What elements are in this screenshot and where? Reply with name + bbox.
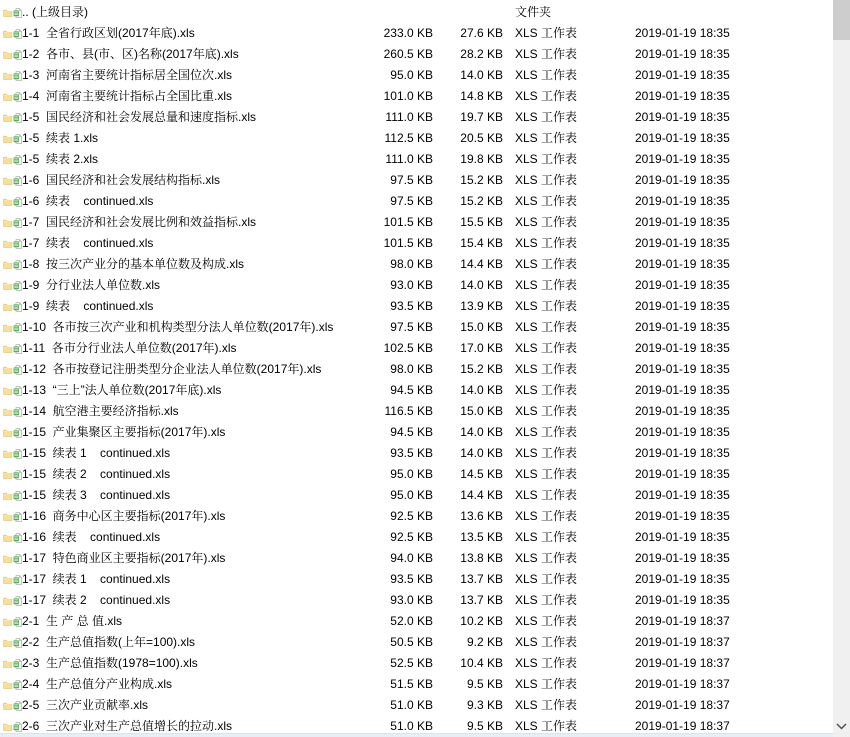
folder-icon bbox=[3, 509, 13, 525]
file-date: 2019-01-19 18:35 bbox=[635, 173, 730, 187]
file-packed-size: 19.7 KB bbox=[460, 110, 503, 124]
file-packed-size: 13.6 KB bbox=[460, 509, 503, 523]
folder-icon bbox=[3, 656, 13, 672]
file-type: XLS 工作表 bbox=[515, 26, 578, 40]
file-type: XLS 工作表 bbox=[515, 383, 578, 397]
file-name: 1-17 续表 1 continued.xls bbox=[22, 572, 171, 586]
file-packed-size: 14.8 KB bbox=[460, 89, 503, 103]
file-date: 2019-01-19 18:35 bbox=[635, 425, 730, 439]
folder-icon bbox=[3, 110, 13, 126]
file-type: XLS 工作表 bbox=[515, 509, 578, 523]
xls-file-icon bbox=[13, 89, 23, 105]
file-name: 1-17 续表 2 continued.xls bbox=[22, 593, 171, 607]
folder-icon bbox=[3, 677, 13, 693]
file-name: 1-16 续表 continued.xls bbox=[22, 530, 161, 544]
file-type: XLS 工作表 bbox=[515, 194, 578, 208]
xls-file-icon bbox=[13, 110, 23, 126]
xls-file-icon bbox=[13, 299, 23, 315]
folder-icon bbox=[3, 341, 13, 357]
folder-icon bbox=[3, 614, 13, 630]
file-packed-size: 14.0 KB bbox=[460, 68, 503, 82]
file-name: 2-2 生产总值指数(上年=100).xls bbox=[22, 635, 196, 649]
file-size: 51.0 KB bbox=[390, 719, 433, 733]
file-date: 2019-01-19 18:35 bbox=[635, 488, 730, 502]
file-size: 102.5 KB bbox=[383, 341, 433, 355]
file-size: 101.5 KB bbox=[383, 236, 433, 250]
file-row[interactable] bbox=[0, 569, 833, 590]
file-date: 2019-01-19 18:35 bbox=[635, 131, 730, 145]
file-type: XLS 工作表 bbox=[515, 572, 578, 586]
file-name: 2-1 生 产 总 值.xls bbox=[22, 614, 123, 628]
xls-file-icon bbox=[13, 47, 23, 63]
file-row[interactable] bbox=[0, 317, 833, 338]
file-packed-size: 13.7 KB bbox=[460, 572, 503, 586]
file-packed-size: 19.8 KB bbox=[460, 152, 503, 166]
file-name: 2-6 三次产业对生产总值增长的拉动.xls bbox=[22, 719, 233, 733]
xls-file-icon bbox=[13, 446, 23, 462]
xls-file-icon bbox=[13, 509, 23, 525]
xls-file-icon bbox=[13, 383, 23, 399]
file-type: XLS 工作表 bbox=[515, 131, 578, 145]
file-row[interactable] bbox=[0, 107, 833, 128]
file-type: XLS 工作表 bbox=[515, 152, 578, 166]
file-date: 2019-01-19 18:35 bbox=[635, 509, 730, 523]
file-type: XLS 工作表 bbox=[515, 677, 578, 691]
file-name: 1-7 续表 continued.xls bbox=[22, 236, 154, 250]
file-size: 51.5 KB bbox=[390, 677, 433, 691]
xls-file-icon bbox=[13, 194, 23, 210]
xls-file-icon bbox=[13, 341, 23, 357]
file-packed-size: 15.2 KB bbox=[460, 194, 503, 208]
file-size: 260.5 KB bbox=[383, 47, 433, 61]
file-size: 95.0 KB bbox=[390, 467, 433, 481]
file-size: 97.5 KB bbox=[390, 194, 433, 208]
file-type: XLS 工作表 bbox=[515, 278, 578, 292]
file-size: 94.5 KB bbox=[390, 383, 433, 397]
folder-icon bbox=[3, 299, 13, 315]
file-packed-size: 15.4 KB bbox=[460, 236, 503, 250]
file-date: 2019-01-19 18:37 bbox=[635, 719, 730, 733]
file-packed-size: 17.0 KB bbox=[460, 341, 503, 355]
file-type: XLS 工作表 bbox=[515, 698, 578, 712]
file-type: XLS 工作表 bbox=[515, 467, 578, 481]
file-list bbox=[0, 2, 833, 737]
file-size: 52.5 KB bbox=[390, 656, 433, 670]
file-date: 2019-01-19 18:37 bbox=[635, 677, 730, 691]
file-name: 1-2 各市、县(市、区)名称(2017年底).xls bbox=[22, 47, 239, 61]
file-packed-size: 14.0 KB bbox=[460, 425, 503, 439]
folder-icon bbox=[3, 383, 13, 399]
file-packed-size: 14.0 KB bbox=[460, 278, 503, 292]
file-row[interactable] bbox=[0, 65, 833, 86]
file-type: XLS 工作表 bbox=[515, 299, 578, 313]
folder-icon bbox=[3, 698, 13, 714]
file-name: 1-17 特色商业区主要指标(2017年).xls bbox=[22, 551, 226, 565]
folder-icon bbox=[3, 320, 13, 336]
file-size: 98.0 KB bbox=[390, 257, 433, 271]
file-packed-size: 9.5 KB bbox=[466, 719, 503, 733]
folder-icon bbox=[3, 404, 13, 420]
file-size: 233.0 KB bbox=[383, 26, 433, 40]
file-size: 116.5 KB bbox=[384, 404, 433, 418]
file-date: 2019-01-19 18:35 bbox=[635, 341, 730, 355]
file-name: 1-14 航空港主要经济指标.xls bbox=[22, 404, 179, 418]
xls-file-icon bbox=[13, 68, 23, 84]
file-name: 1-15 续表 3 continued.xls bbox=[22, 488, 171, 502]
file-row[interactable] bbox=[0, 611, 833, 632]
file-size: 95.0 KB bbox=[390, 68, 433, 82]
file-name: 1-9 分行业法人单位数.xls bbox=[22, 278, 161, 292]
file-type: XLS 工作表 bbox=[515, 530, 578, 544]
file-type: XLS 工作表 bbox=[515, 551, 578, 565]
file-row[interactable] bbox=[0, 422, 833, 443]
file-date: 2019-01-19 18:35 bbox=[635, 572, 730, 586]
file-size: 94.0 KB bbox=[390, 551, 433, 565]
xls-file-icon bbox=[13, 215, 23, 231]
xls-file-icon bbox=[13, 404, 23, 420]
file-name: 2-4 生产总值分产业构成.xls bbox=[22, 677, 173, 691]
file-name: 2-5 三次产业贡献率.xls bbox=[22, 698, 149, 712]
xls-file-icon bbox=[13, 362, 23, 378]
file-type: XLS 工作表 bbox=[515, 446, 578, 460]
xls-file-icon bbox=[13, 656, 23, 672]
xls-file-icon bbox=[13, 425, 23, 441]
folder-icon bbox=[3, 215, 13, 231]
file-date: 2019-01-19 18:37 bbox=[635, 656, 730, 670]
file-name: .. (上级目录) bbox=[22, 5, 88, 19]
file-packed-size: 14.4 KB bbox=[460, 488, 503, 502]
file-name: 1-8 按三次产业分的基本单位数及构成.xls bbox=[22, 257, 245, 271]
parent-directory-row[interactable] bbox=[0, 2, 833, 23]
file-name: 1-3 河南省主要统计指标居全国位次.xls bbox=[22, 68, 233, 82]
file-date: 2019-01-19 18:35 bbox=[635, 68, 730, 82]
folder-icon bbox=[3, 236, 13, 252]
file-row[interactable] bbox=[0, 296, 833, 317]
file-date: 2019-01-19 18:35 bbox=[635, 47, 730, 61]
file-row[interactable] bbox=[0, 44, 833, 65]
file-name: 1-5 续表 2.xls bbox=[22, 152, 99, 166]
file-date: 2019-01-19 18:35 bbox=[635, 551, 730, 565]
file-name: 1-10 各市按三次产业和机构类型分法人单位数(2017年).xls bbox=[22, 320, 334, 334]
file-packed-size: 10.4 KB bbox=[460, 656, 503, 670]
file-row[interactable] bbox=[0, 548, 833, 569]
file-date: 2019-01-19 18:35 bbox=[635, 404, 730, 418]
file-packed-size: 13.7 KB bbox=[460, 593, 503, 607]
file-type: XLS 工作表 bbox=[515, 593, 578, 607]
file-type: XLS 工作表 bbox=[515, 173, 578, 187]
file-type: XLS 工作表 bbox=[515, 635, 578, 649]
file-type: XLS 工作表 bbox=[515, 488, 578, 502]
file-packed-size: 9.5 KB bbox=[466, 677, 503, 691]
folder-icon bbox=[3, 5, 13, 21]
file-size: 101.0 KB bbox=[383, 89, 433, 103]
folder-icon bbox=[3, 362, 13, 378]
folder-icon bbox=[3, 488, 13, 504]
file-packed-size: 14.0 KB bbox=[460, 383, 503, 397]
file-size: 93.5 KB bbox=[390, 446, 433, 460]
file-packed-size: 9.2 KB bbox=[466, 635, 503, 649]
scrollbar-thumb[interactable] bbox=[833, 0, 850, 40]
file-size: 94.5 KB bbox=[390, 425, 433, 439]
file-name: 2-3 生产总值指数(1978=100).xls bbox=[22, 656, 198, 670]
file-date: 2019-01-19 18:35 bbox=[635, 194, 730, 208]
file-type: XLS 工作表 bbox=[515, 656, 578, 670]
folder-icon bbox=[3, 635, 13, 651]
file-row[interactable] bbox=[0, 191, 833, 212]
file-type: XLS 工作表 bbox=[515, 110, 578, 124]
file-size: 50.5 KB bbox=[390, 635, 433, 649]
folder-icon bbox=[3, 572, 13, 588]
file-date: 2019-01-19 18:35 bbox=[635, 383, 730, 397]
file-size: 97.5 KB bbox=[390, 173, 433, 187]
scroll-down-button[interactable] bbox=[833, 718, 850, 735]
file-name: 1-6 续表 continued.xls bbox=[22, 194, 154, 208]
xls-file-icon bbox=[13, 572, 23, 588]
file-type: XLS 工作表 bbox=[515, 362, 578, 376]
file-date: 2019-01-19 18:35 bbox=[635, 89, 730, 103]
file-row[interactable] bbox=[0, 485, 833, 506]
xls-file-icon bbox=[13, 152, 23, 168]
folder-icon bbox=[3, 467, 13, 483]
xls-file-icon bbox=[13, 257, 23, 273]
file-size: 97.5 KB bbox=[390, 320, 433, 334]
file-row[interactable] bbox=[0, 695, 833, 716]
file-name: 1-6 国民经济和社会发展结构指标.xls bbox=[22, 173, 221, 187]
file-row[interactable] bbox=[0, 254, 833, 275]
file-date: 2019-01-19 18:35 bbox=[635, 26, 730, 40]
file-date: 2019-01-19 18:35 bbox=[635, 152, 730, 166]
file-type: XLS 工作表 bbox=[515, 257, 578, 271]
file-packed-size: 15.2 KB bbox=[460, 173, 503, 187]
file-date: 2019-01-19 18:35 bbox=[635, 299, 730, 313]
xls-file-icon bbox=[13, 26, 23, 42]
file-size: 95.0 KB bbox=[390, 488, 433, 502]
file-date: 2019-01-19 18:35 bbox=[635, 446, 730, 460]
file-name: 1-13 “三上”法人单位数(2017年底).xls bbox=[22, 383, 222, 397]
file-date: 2019-01-19 18:35 bbox=[635, 257, 730, 271]
file-size: 52.0 KB bbox=[390, 614, 433, 628]
file-packed-size: 20.5 KB bbox=[460, 131, 503, 145]
file-size: 111.0 KB bbox=[385, 110, 433, 124]
folder-icon bbox=[3, 89, 13, 105]
xls-file-icon bbox=[13, 236, 23, 252]
file-name: 1-11 各市分行业法人单位数(2017年).xls bbox=[22, 341, 237, 355]
file-name: 1-15 产业集聚区主要指标(2017年).xls bbox=[22, 425, 226, 439]
file-type: XLS 工作表 bbox=[515, 341, 578, 355]
file-size: 93.0 KB bbox=[390, 593, 433, 607]
xls-file-icon bbox=[13, 467, 23, 483]
xls-file-icon bbox=[13, 614, 23, 630]
file-name: 1-5 续表 1.xls bbox=[22, 131, 99, 145]
file-type: XLS 工作表 bbox=[515, 215, 578, 229]
file-row[interactable] bbox=[0, 464, 833, 485]
file-date: 2019-01-19 18:37 bbox=[635, 698, 730, 712]
folder-icon bbox=[3, 446, 13, 462]
file-date: 2019-01-19 18:35 bbox=[635, 320, 730, 334]
file-type: XLS 工作表 bbox=[515, 47, 578, 61]
file-size: 93.0 KB bbox=[390, 278, 433, 292]
file-row[interactable] bbox=[0, 275, 833, 296]
file-name: 1-12 各市按登记注册类型分企业法人单位数(2017年).xls bbox=[22, 362, 322, 376]
folder-icon bbox=[3, 257, 13, 273]
file-size: 101.5 KB bbox=[383, 215, 433, 229]
file-packed-size: 14.4 KB bbox=[460, 257, 503, 271]
xls-file-icon bbox=[13, 320, 23, 336]
file-packed-size: 13.8 KB bbox=[460, 551, 503, 565]
folder-icon bbox=[3, 194, 13, 210]
file-packed-size: 28.2 KB bbox=[460, 47, 503, 61]
file-type: XLS 工作表 bbox=[515, 404, 578, 418]
file-date: 2019-01-19 18:35 bbox=[635, 278, 730, 292]
file-row[interactable] bbox=[0, 359, 833, 380]
file-row[interactable] bbox=[0, 506, 833, 527]
folder-icon bbox=[3, 425, 13, 441]
file-size: 98.0 KB bbox=[390, 362, 433, 376]
folder-icon bbox=[3, 593, 13, 609]
file-row[interactable] bbox=[0, 86, 833, 107]
file-name: 1-4 河南省主要统计指标占全国比重.xls bbox=[22, 89, 233, 103]
file-packed-size: 14.0 KB bbox=[460, 446, 503, 460]
xls-file-icon bbox=[13, 698, 23, 714]
file-type: XLS 工作表 bbox=[515, 425, 578, 439]
file-row[interactable] bbox=[0, 212, 833, 233]
file-packed-size: 14.5 KB bbox=[460, 467, 503, 481]
file-row[interactable] bbox=[0, 443, 833, 464]
file-row[interactable] bbox=[0, 653, 833, 674]
xls-file-icon bbox=[13, 278, 23, 294]
file-type: XLS 工作表 bbox=[515, 68, 578, 82]
file-row[interactable] bbox=[0, 401, 833, 422]
xls-file-icon bbox=[13, 488, 23, 504]
file-row[interactable] bbox=[0, 674, 833, 695]
file-name: 1-5 国民经济和社会发展总量和速度指标.xls bbox=[22, 110, 257, 124]
file-packed-size: 10.2 KB bbox=[460, 614, 503, 628]
folder-icon bbox=[3, 26, 13, 42]
file-date: 2019-01-19 18:35 bbox=[635, 236, 730, 250]
folder-icon bbox=[3, 173, 13, 189]
file-date: 2019-01-19 18:35 bbox=[635, 467, 730, 481]
folder-icon bbox=[3, 152, 13, 168]
xls-file-icon bbox=[13, 677, 23, 693]
chevron-down-icon bbox=[836, 723, 847, 730]
file-packed-size: 9.3 KB bbox=[466, 698, 503, 712]
file-type: XLS 工作表 bbox=[515, 320, 578, 334]
xls-file-icon bbox=[13, 635, 23, 651]
file-row[interactable] bbox=[0, 170, 833, 191]
file-type: XLS 工作表 bbox=[515, 236, 578, 250]
file-name: 1-1 全省行政区划(2017年底).xls bbox=[22, 26, 195, 40]
file-packed-size: 15.0 KB bbox=[460, 320, 503, 334]
file-packed-size: 15.0 KB bbox=[460, 404, 503, 418]
file-date: 2019-01-19 18:37 bbox=[635, 635, 730, 649]
bottom-edge-strip bbox=[0, 733, 850, 737]
folder-icon bbox=[3, 131, 13, 147]
file-packed-size: 15.2 KB bbox=[460, 362, 503, 376]
file-row[interactable] bbox=[0, 23, 833, 44]
file-packed-size: 13.5 KB bbox=[460, 530, 503, 544]
file-type: XLS 工作表 bbox=[515, 89, 578, 103]
xls-file-icon bbox=[13, 5, 23, 21]
xls-file-icon bbox=[13, 530, 23, 546]
file-size: 92.5 KB bbox=[390, 530, 433, 544]
file-date: 2019-01-19 18:35 bbox=[635, 530, 730, 544]
file-packed-size: 27.6 KB bbox=[460, 26, 503, 40]
folder-icon bbox=[3, 47, 13, 63]
file-type: XLS 工作表 bbox=[515, 614, 578, 628]
file-row[interactable] bbox=[0, 590, 833, 611]
file-name: 1-9 续表 continued.xls bbox=[22, 299, 154, 313]
file-size: 51.0 KB bbox=[390, 698, 433, 712]
file-date: 2019-01-19 18:35 bbox=[635, 593, 730, 607]
file-row[interactable] bbox=[0, 233, 833, 254]
file-row[interactable] bbox=[0, 527, 833, 548]
file-row[interactable] bbox=[0, 632, 833, 653]
xls-file-icon bbox=[13, 173, 23, 189]
xls-file-icon bbox=[13, 131, 23, 147]
file-row[interactable] bbox=[0, 149, 833, 170]
file-type: XLS 工作表 bbox=[515, 719, 578, 733]
file-date: 2019-01-19 18:35 bbox=[635, 362, 730, 376]
file-size: 92.5 KB bbox=[390, 509, 433, 523]
file-date: 2019-01-19 18:37 bbox=[635, 614, 730, 628]
file-date: 2019-01-19 18:35 bbox=[635, 215, 730, 229]
xls-file-icon bbox=[13, 551, 23, 567]
scrollbar[interactable] bbox=[833, 0, 850, 737]
xls-file-icon bbox=[13, 593, 23, 609]
file-size: 93.5 KB bbox=[390, 299, 433, 313]
folder-icon bbox=[3, 68, 13, 84]
file-size: 112.5 KB bbox=[384, 131, 433, 145]
file-type: 文件夹 bbox=[515, 5, 552, 19]
file-size: 93.5 KB bbox=[390, 572, 433, 586]
file-packed-size: 15.5 KB bbox=[460, 215, 503, 229]
file-name: 1-15 续表 1 continued.xls bbox=[22, 446, 171, 460]
file-date: 2019-01-19 18:35 bbox=[635, 110, 730, 124]
file-name: 1-7 国民经济和社会发展比例和效益指标.xls bbox=[22, 215, 257, 229]
file-size: 111.0 KB bbox=[385, 152, 433, 166]
file-row[interactable] bbox=[0, 338, 833, 359]
folder-icon bbox=[3, 551, 13, 567]
file-packed-size: 13.9 KB bbox=[460, 299, 503, 313]
file-row[interactable] bbox=[0, 380, 833, 401]
folder-icon bbox=[3, 278, 13, 294]
file-name: 1-15 续表 2 continued.xls bbox=[22, 467, 171, 481]
folder-icon bbox=[3, 530, 13, 546]
file-row[interactable] bbox=[0, 128, 833, 149]
file-name: 1-16 商务中心区主要指标(2017年).xls bbox=[22, 509, 226, 523]
